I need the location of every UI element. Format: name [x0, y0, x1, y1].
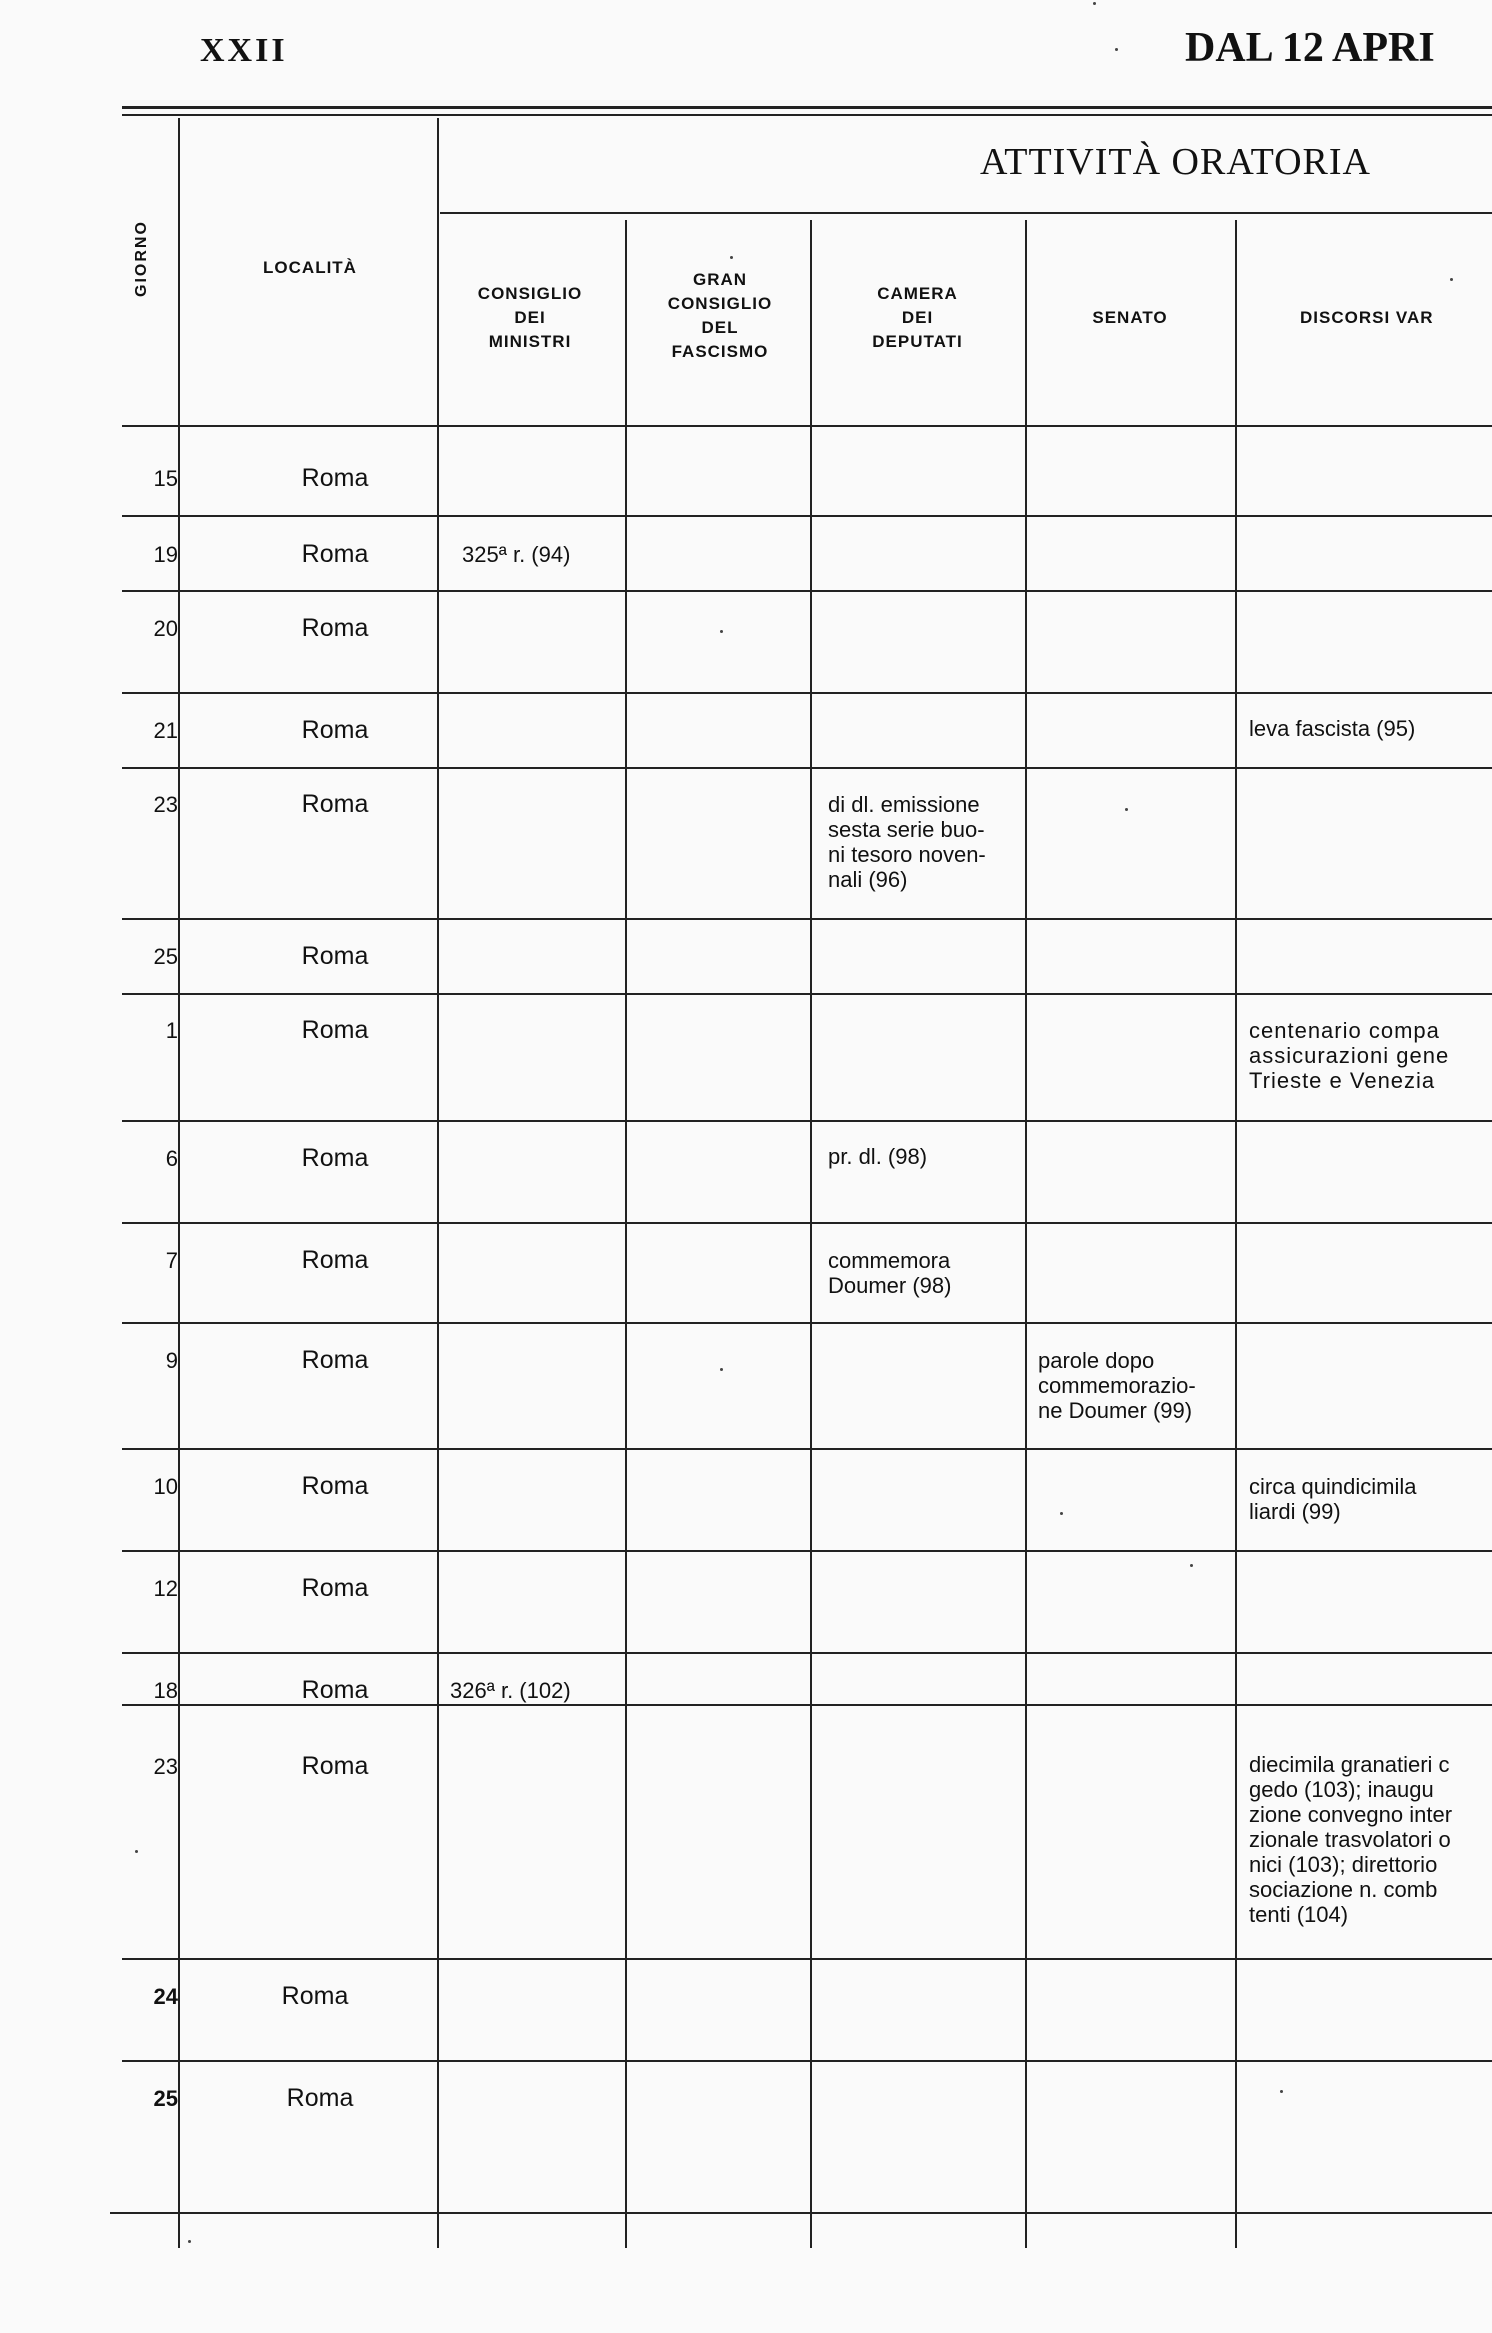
- discorsi-clip: [1245, 1474, 1492, 1534]
- day-cell: 21: [153, 718, 178, 743]
- location-cell: Roma: [301, 1752, 369, 1780]
- row-separator: [122, 1550, 1492, 1552]
- day-cell: 20: [153, 616, 178, 641]
- column-rule: [1235, 220, 1237, 2248]
- row-separator: [122, 1322, 1492, 1324]
- row-separator: [122, 1958, 1492, 1960]
- consiglio-cell: 326ª r. (102): [450, 1678, 571, 1703]
- column-header-senato: SENATO: [1092, 308, 1168, 327]
- top-rule-thin: [122, 114, 1492, 116]
- row-separator: [122, 1222, 1492, 1224]
- location-cell: Roma: [301, 790, 369, 818]
- column-header-gran-consiglio: GRAN CONSIGLIO DEL FASCISMO: [667, 270, 773, 361]
- scan-speck: [1115, 48, 1118, 51]
- location-cell: Roma: [301, 1676, 369, 1704]
- scan-speck: [1190, 1564, 1193, 1567]
- day-cell: 15: [153, 466, 178, 491]
- row-separator: [110, 2212, 1492, 2214]
- row-separator: [122, 1448, 1492, 1450]
- running-title: DAL 12 APRI: [1185, 25, 1435, 71]
- scan-speck: [720, 1368, 723, 1371]
- location-cell: Roma: [301, 1472, 369, 1500]
- day-cell: 18: [153, 1678, 178, 1703]
- location-cell: Roma: [286, 2084, 354, 2112]
- location-cell: Roma: [301, 1016, 369, 1044]
- scan-speck: [1093, 2, 1096, 5]
- camera-cell: di dl. emissione sesta serie buo- ni tesoro noven- nali (96): [828, 792, 986, 892]
- camera-cell: commemora Doumer (98): [828, 1248, 952, 1298]
- location-cell: Roma: [301, 464, 369, 492]
- location-cell: Roma: [301, 716, 369, 744]
- day-cell: 25: [153, 2086, 178, 2111]
- scan-speck: [1125, 808, 1128, 811]
- discorsi-clip: [1245, 1018, 1492, 1098]
- row-separator: [122, 1120, 1492, 1122]
- column-header-discorsi: DISCORSI VAR: [1300, 308, 1434, 327]
- day-cell: 23: [153, 1754, 178, 1779]
- discorsi-cell: diecimila granatieri c gedo (103); inaugu zione convegno inter zionale trasvolatori o nici (103); direttorio sociazione n. comb tenti (104): [1249, 1752, 1453, 1927]
- column-rule: [437, 118, 439, 2248]
- location-cell: Roma: [301, 540, 369, 568]
- top-rule: [122, 106, 1492, 109]
- row-separator: [122, 515, 1492, 517]
- row-separator: [122, 590, 1492, 592]
- discorsi-clip: [1245, 1752, 1492, 1937]
- discorsi-cell: centenario compa assicurazioni gene Trieste e Venezia: [1249, 1018, 1450, 1093]
- scan-speck: [1280, 2090, 1283, 2093]
- column-header-localita: LOCALITÀ: [263, 258, 357, 277]
- row-separator: [122, 692, 1492, 694]
- discorsi-clip: [1245, 716, 1492, 746]
- location-cell: Roma: [301, 614, 369, 642]
- scan-speck: [1060, 1512, 1063, 1515]
- day-cell: 25: [153, 944, 178, 969]
- column-rule: [178, 118, 180, 2248]
- scan-speck: [135, 1850, 138, 1853]
- day-cell: 7: [165, 1248, 178, 1273]
- column-header-consiglio-ministri: CONSIGLIO DEI MINISTRI: [477, 284, 583, 351]
- day-cell: 10: [153, 1474, 178, 1499]
- day-cell: 19: [153, 542, 178, 567]
- discorsi-cell: circa quindicimila liardi (99): [1249, 1474, 1417, 1524]
- row-separator: [122, 993, 1492, 995]
- location-cell: Roma: [301, 942, 369, 970]
- column-rule: [1025, 220, 1027, 2248]
- page-number: XXII: [200, 32, 288, 69]
- location-cell: Roma: [301, 1144, 369, 1172]
- day-cell: 1: [165, 1018, 178, 1043]
- location-cell: Roma: [301, 1574, 369, 1602]
- day-cell: 23: [153, 792, 178, 817]
- section-rule: [440, 212, 1492, 214]
- column-rule: [625, 220, 627, 2248]
- senato-cell: parole dopo commemorazio- ne Doumer (99): [1038, 1348, 1196, 1423]
- scan-speck: [1450, 278, 1453, 281]
- column-header-camera-deputati: CAMERA DEI DEPUTATI: [872, 284, 963, 351]
- consiglio-cell: 325ª r. (94): [462, 542, 571, 567]
- location-cell: Roma: [281, 1982, 349, 2010]
- scan-speck: [720, 630, 723, 633]
- row-separator: [122, 1652, 1492, 1654]
- column-header-giorno: GIORNO: [133, 220, 150, 297]
- row-separator: [122, 918, 1492, 920]
- day-cell: 24: [153, 1984, 178, 2009]
- location-cell: Roma: [301, 1346, 369, 1374]
- header-rule: [122, 425, 1492, 427]
- row-separator: [122, 767, 1492, 769]
- section-title: ATTIVITÀ ORATORIA: [980, 141, 1371, 183]
- scan-speck: [730, 256, 733, 259]
- day-cell: 12: [153, 1576, 178, 1601]
- camera-cell: pr. dl. (98): [828, 1144, 928, 1169]
- day-cell: 6: [165, 1146, 178, 1171]
- row-separator: [122, 2060, 1492, 2062]
- location-cell: Roma: [301, 1246, 369, 1274]
- scan-speck: [188, 2240, 191, 2243]
- column-rule: [810, 220, 812, 2248]
- discorsi-cell: leva fascista (95): [1249, 716, 1416, 741]
- day-cell: 9: [165, 1348, 178, 1373]
